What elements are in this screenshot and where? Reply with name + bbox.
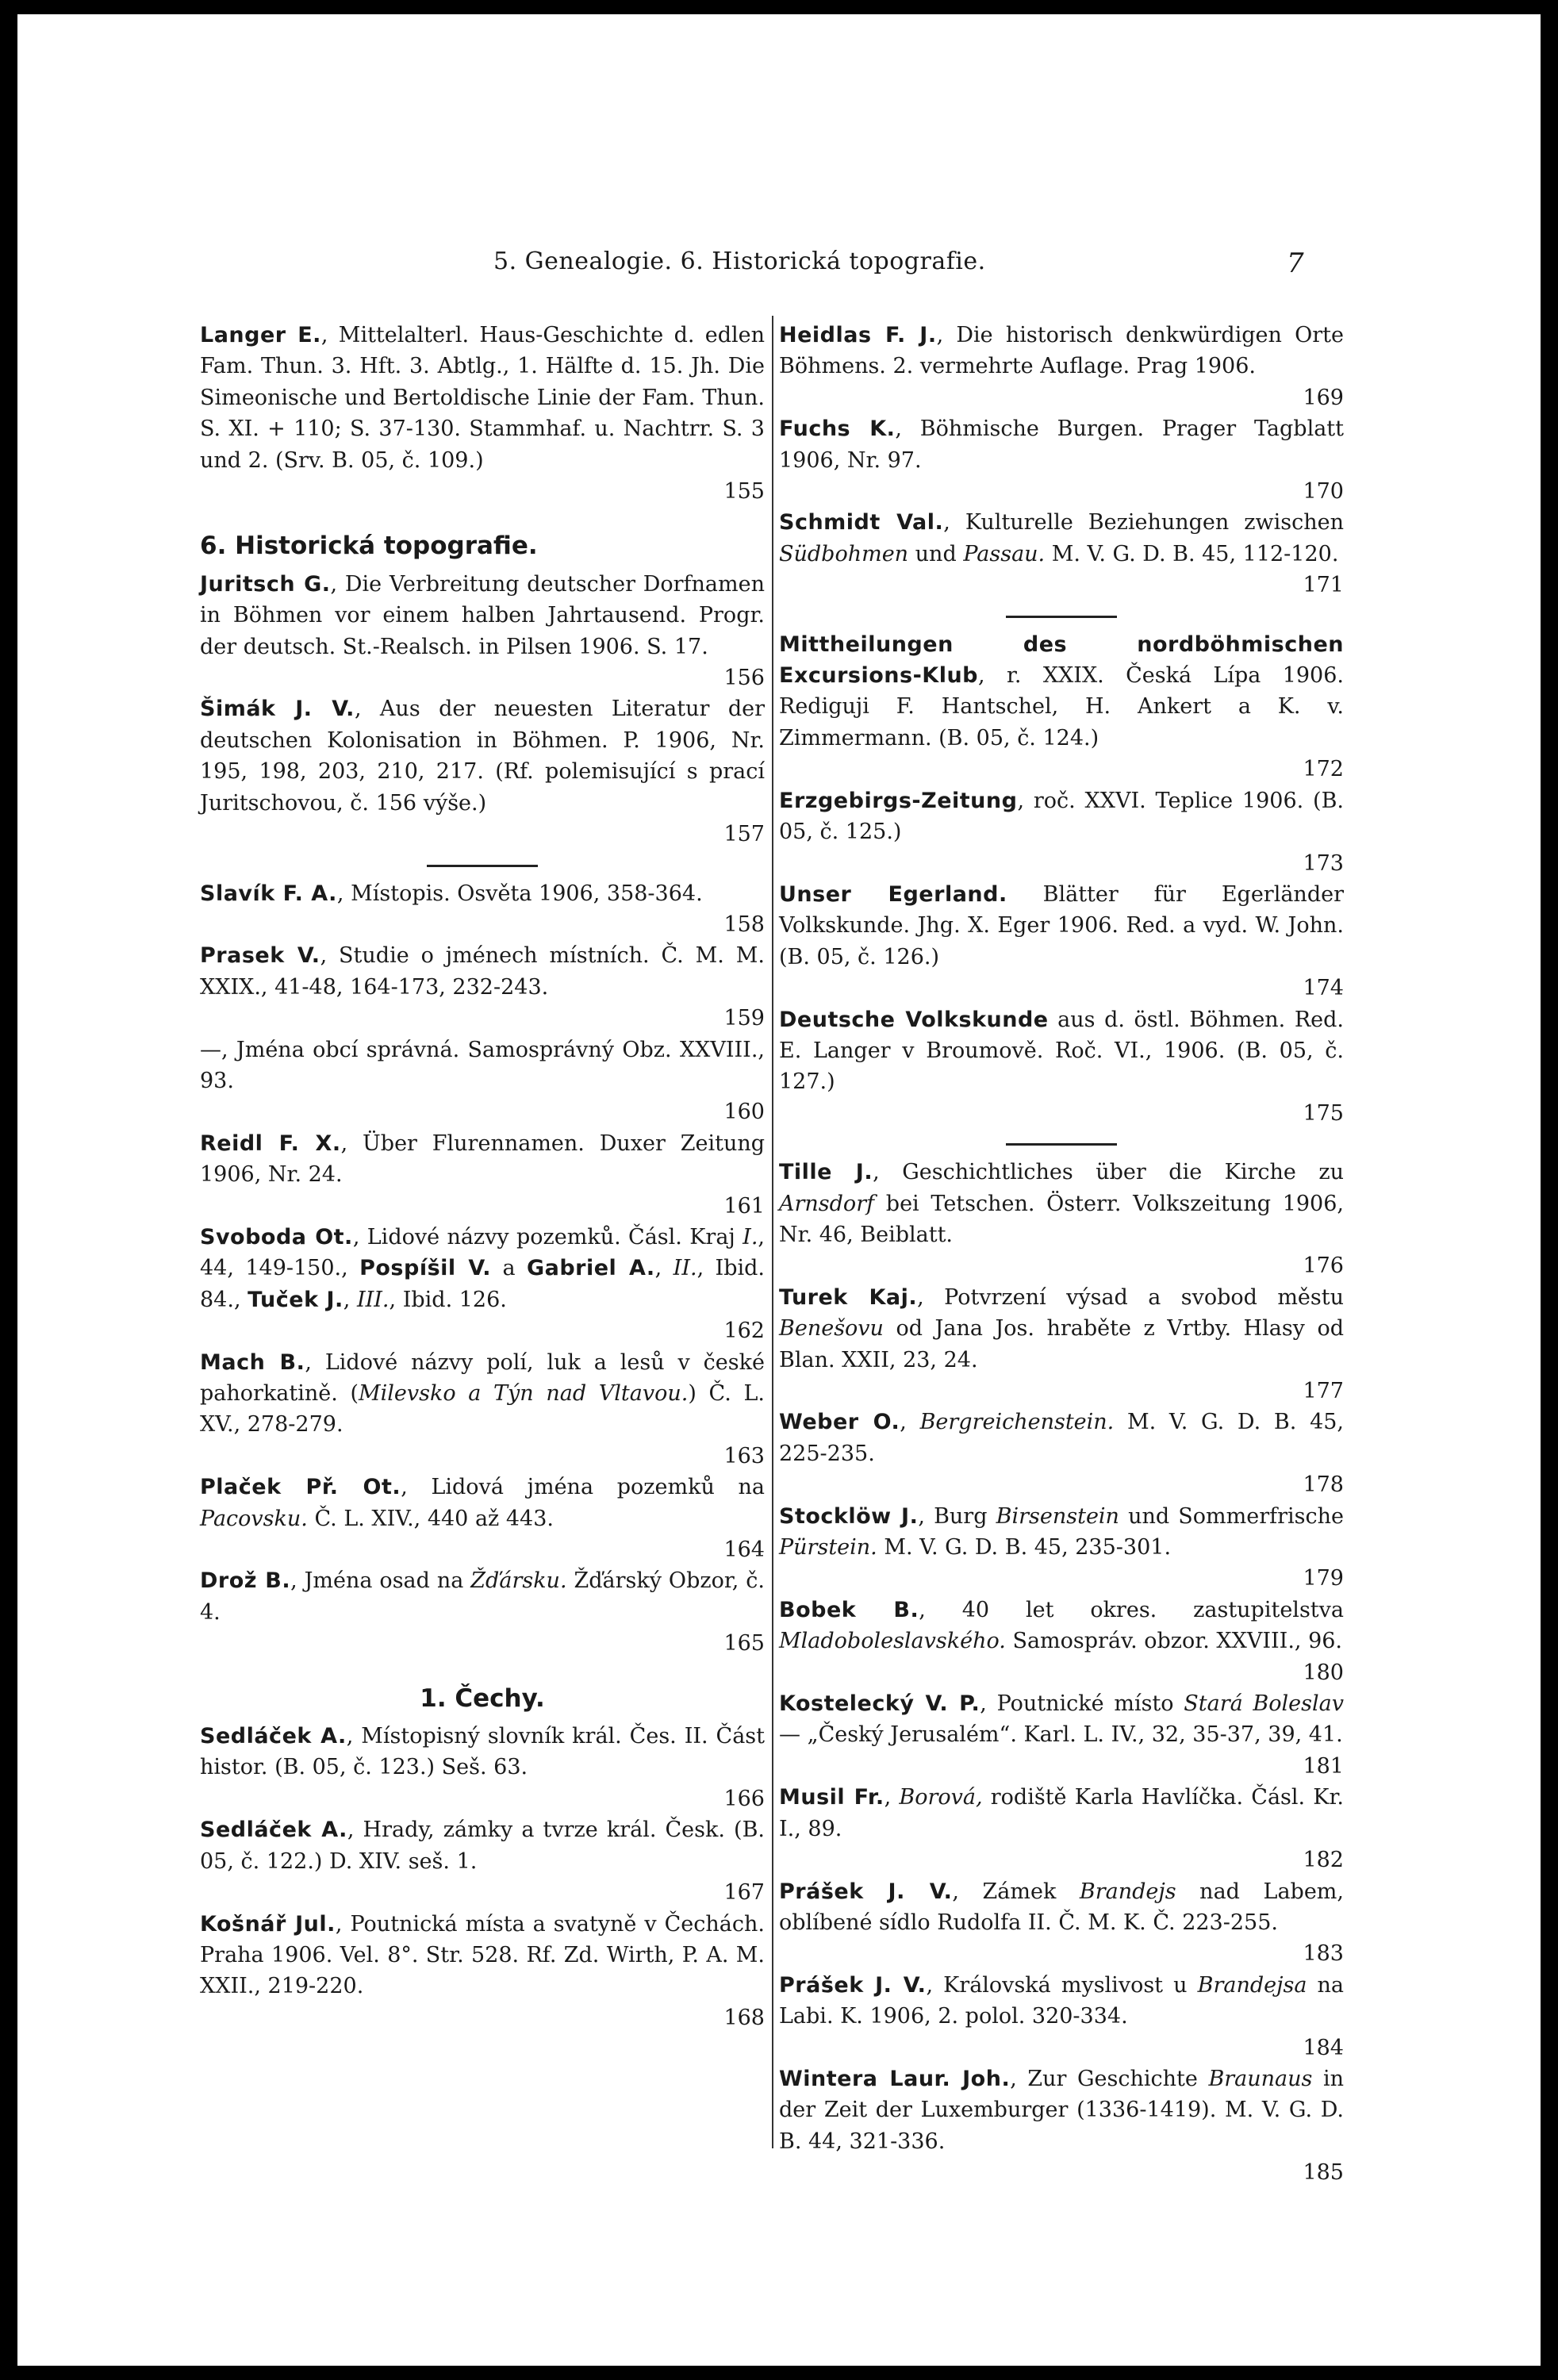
entry-number: 184 <box>1303 2035 1344 2060</box>
bib-entry <box>779 629 1344 785</box>
bib-entry <box>200 320 765 507</box>
entry-number: 179 <box>1303 1566 1344 1591</box>
bib-entry <box>200 940 765 1034</box>
entry-author: Tille J. <box>779 1160 873 1185</box>
entry-author: Heidlas F. J. <box>779 323 937 347</box>
bib-entry <box>779 1004 1344 1130</box>
entry-number: 158 <box>723 912 765 937</box>
entry-text: M. V. G. D. B. 45, 112-120. <box>1045 541 1339 566</box>
entry-number: 185 <box>1303 2160 1344 2186</box>
entry-author: Prasek V. <box>200 943 320 969</box>
entry-author: Reidl F. X. <box>200 1130 341 1156</box>
entry-number: 183 <box>1303 1941 1344 1967</box>
bib-entry <box>200 1128 765 1222</box>
entry-text: rodiště Karla Havlíčka. Čásl. Kr. I., 89. <box>779 1785 1344 1841</box>
entry-text: bei Tetschen. Österr. Volkszeitung 1906, Nr. 46, Beiblatt. <box>779 1191 1344 1247</box>
entry-text: , Zámek <box>952 1879 1080 1904</box>
entry-number: 171 <box>1303 573 1344 598</box>
entry-author: Pospíšil V. <box>359 1256 492 1281</box>
entry-number: 163 <box>723 1443 765 1468</box>
entry-text: , Studie o jménech místních. Č. M. M. XXIX., 41-48, 164-173, 232-243. <box>200 943 765 1000</box>
entry-author: Fuchs K. <box>779 416 896 442</box>
entry-text: a <box>491 1256 527 1281</box>
entry-number: 175 <box>1303 1100 1344 1126</box>
entry-italic: Arnsdorf <box>779 1191 875 1216</box>
entry-italic: Borová, <box>899 1785 983 1810</box>
entry-text: od Jana Jos. hraběte z Vrtby. Hlasy od Blan. XXII, 23, 24. <box>779 1316 1344 1372</box>
entry-text: ) Č. L. XV., 278-279. <box>200 1381 765 1438</box>
entry-text: , 44, 149-150., <box>200 1224 765 1281</box>
entry-italic: Pacovsku. <box>200 1506 308 1531</box>
entry-author: Bobek B. <box>779 1597 919 1622</box>
entry-number: 180 <box>1303 1660 1344 1685</box>
entry-text: , Hrady, zámky a tvrze král. Česk. (B. 05, č. 122.) D. XIV. seš. 1. <box>200 1818 765 1874</box>
page-number: 7 <box>1287 248 1304 279</box>
entry-number: 164 <box>723 1537 765 1563</box>
entry-text: , Ibid. 126. <box>389 1287 507 1312</box>
entry-italic: Milevsko a Týn nad Vltavou. <box>359 1381 689 1406</box>
entry-text: und <box>908 541 964 566</box>
entry-text: , Potvrzení výsad a svobod městu <box>917 1284 1344 1310</box>
entry-author: Drož B. <box>200 1568 291 1594</box>
entry-author: Turek Kaj. <box>779 1284 918 1310</box>
entry-text: , Lidové názvy polí, luk a lesů v české pahorkatině. ( <box>200 1349 765 1406</box>
entry-author: Plaček Př. Ot. <box>200 1475 401 1500</box>
entry-author: Juritsch G. <box>200 571 331 597</box>
entry-italic: III. <box>356 1287 390 1312</box>
entry-author: Sedláček A. <box>200 1724 347 1749</box>
entry-text: , roč. XXVI. Teplice 1906. (B. 05, č. 125.) <box>779 788 1344 845</box>
entry-number: 182 <box>1303 1848 1344 1873</box>
entry-author: Šimák J. V. <box>200 697 355 722</box>
entry-italic: Brandejs <box>1079 1879 1176 1904</box>
bib-entry <box>200 1909 765 2034</box>
entry-text: , <box>900 1410 920 1435</box>
entry-text: , Lidové názvy pozemků. Čásl. Kraj <box>352 1224 743 1250</box>
entry-number: 170 <box>1303 479 1344 505</box>
entry-italic: II. <box>673 1256 697 1281</box>
entry-text: Blätter für Egerländer Volkskunde. Jhg. X. Eger 1906. Red. a vyd. W. John. (B. 05, č. 126.) <box>779 881 1344 969</box>
book-page <box>17 14 1541 2366</box>
entry-number: 176 <box>1303 1253 1344 1279</box>
entry-number: 165 <box>723 1631 765 1656</box>
entry-italic: Südbohmen <box>779 541 909 566</box>
separator-rule <box>427 865 538 867</box>
entry-text: , Zur Geschichte <box>1010 2066 1209 2091</box>
entry-text: , <box>884 1785 900 1810</box>
entry-author: Tuček J. <box>248 1287 343 1312</box>
entry-text: na Labi. K. 1906, 2. polol. 320-334. <box>779 1972 1345 2029</box>
entry-number: 156 <box>723 666 765 691</box>
entry-number: 161 <box>723 1193 765 1219</box>
entry-number: 166 <box>723 1786 765 1811</box>
entry-author: Schmidt Val. <box>779 510 944 536</box>
entry-text: , Poutnické místo <box>980 1691 1184 1717</box>
bib-entry <box>779 1970 1344 2063</box>
bib-entry <box>779 785 1344 879</box>
bib-entry <box>779 1688 1344 1782</box>
entry-text: aus d. östl. Böhmen. Red. E. Langer v Broumově. Roč. VI., 1906. (B. 05, č. 127.) <box>779 1007 1344 1095</box>
entry-italic: Benešovu <box>779 1316 884 1342</box>
entry-italic: Žďársku. <box>470 1568 567 1594</box>
entry-italic: Passau. <box>963 541 1046 566</box>
bib-entry <box>779 1782 1344 1875</box>
entry-text: , Ibid. 84., <box>200 1256 766 1312</box>
entry-text: M. V. G. D. B. 45, 235-301. <box>877 1535 1172 1560</box>
entry-number: 162 <box>723 1319 765 1344</box>
entry-author: Mach B. <box>200 1349 305 1375</box>
bib-entry <box>779 413 1344 507</box>
entry-number: 169 <box>1303 385 1344 410</box>
entry-text: , Burg <box>918 1503 996 1529</box>
entry-text: , r. XXIX. Česká Lípa 1906. Rediguji F. Hantschel, H. Ankert a K. v. Zimmermann. (B. 05, č. 124.) <box>779 663 1344 750</box>
entry-italic: Braunaus <box>1208 2066 1313 2091</box>
entry-author: Sedláček A. <box>200 1818 347 1843</box>
entry-text: und Sommerfrische <box>1119 1503 1344 1529</box>
separator-rule <box>1006 616 1117 618</box>
entry-number: 181 <box>1303 1753 1344 1779</box>
entry-italic: Brandejsa <box>1197 1972 1307 1998</box>
entry-author: Prášek J. V. <box>779 1972 927 1998</box>
bib-entry <box>200 1035 765 1128</box>
entry-author: Prášek J. V. <box>779 1879 953 1904</box>
bib-entry <box>200 1347 765 1472</box>
entry-author: Langer E. <box>200 323 321 347</box>
entry-author: Košnář Jul. <box>200 1911 336 1937</box>
entry-italic: Stará Boleslav <box>1184 1691 1344 1717</box>
entry-italic: Mladoboleslavského. <box>779 1629 1006 1654</box>
entry-text: , Lidová jména pozemků na <box>401 1475 766 1500</box>
entry-author: Wintera Laur. Joh. <box>779 2066 1011 2091</box>
entry-text: , Böhmische Burgen. Prager Tagblatt 1906, Nr. 97. <box>779 416 1344 473</box>
entry-italic: Birsenstein <box>996 1503 1119 1529</box>
entry-number: 155 <box>723 479 765 505</box>
entry-text: M. V. G. D. B. 45, 225-235. <box>779 1410 1345 1466</box>
bib-entry <box>779 1501 1344 1595</box>
column-divider <box>772 316 773 2148</box>
entry-text: , Místopis. Osvěta 1906, 358-364. <box>336 881 703 906</box>
entry-italic: Bergreichenstein. <box>919 1410 1115 1435</box>
entry-text: , Die historisch denkwürdigen Orte Böhmens. 2. vermehrte Auflage. Prag 1906. <box>779 323 1344 379</box>
entry-number: 159 <box>723 1006 765 1031</box>
entry-author: Erzgebirgs-Zeitung <box>779 788 1018 813</box>
entry-author: Musil Fr. <box>779 1785 885 1810</box>
bib-entry <box>200 1472 765 1565</box>
entry-author: Deutsche Volkskunde <box>779 1007 1049 1032</box>
section-heading: 6. Historická topografie. <box>200 532 538 561</box>
entry-text: , Místopisný slovník král. Čes. II. Část histor. (B. 05, č. 123.) Seš. 63. <box>200 1724 765 1780</box>
separator-rule <box>1006 1143 1117 1146</box>
entry-text: Samospráv. obzor. XXVIII., 96. <box>1005 1629 1343 1654</box>
entry-text: , Kulturelle Beziehungen zwischen <box>943 510 1344 536</box>
entry-text: , <box>654 1256 673 1281</box>
entry-italic: I. <box>743 1224 758 1250</box>
entry-author: Gabriel A. <box>526 1256 655 1281</box>
entry-italic: Pürstein. <box>779 1535 877 1560</box>
entry-number: 168 <box>723 2005 765 2030</box>
entry-text: , Poutnická místa a svatyně v Čechách. Praha 1906. Vel. 8°. Str. 528. Rf. Zd. Wirth, P. A. M. XXII., 219-220. <box>200 1911 765 1999</box>
bib-entry <box>779 2063 1344 2189</box>
bib-entry <box>779 1157 1344 1282</box>
entry-author: Unser Egerland. <box>779 881 1007 907</box>
entry-text: —, Jména obcí správná. Samosprávný Obz. XXVIII., 93. <box>200 1037 765 1093</box>
entry-text: , 40 let okres. zastupitelstva <box>919 1597 1344 1622</box>
entry-number: 157 <box>723 822 765 847</box>
entry-text: Žďárský Obzor, č. 4. <box>200 1568 765 1625</box>
bib-entry <box>779 1282 1344 1407</box>
bib-entry <box>200 1222 765 1347</box>
right-column <box>779 320 1344 2189</box>
bib-entry <box>200 1814 765 1908</box>
entry-author: Slavík F. A. <box>200 881 337 906</box>
running-head: 5. Genealogie. 6. Historická topografie. <box>493 248 986 275</box>
entry-text: , Geschichtliches über die Kirche zu <box>873 1160 1345 1185</box>
entry-text: in der Zeit der Luxemburger (1336-1419). M. V. G. D. B. 44, 321-336. <box>779 2066 1344 2154</box>
entry-number: 160 <box>723 1100 765 1125</box>
bib-entry <box>779 507 1344 601</box>
entry-text: nad Labem, oblíbené sídlo Rudolfa II. Č. M. K. Č. 223-255. <box>779 1879 1344 1935</box>
bib-entry <box>200 1721 765 1814</box>
bib-entry <box>200 569 765 694</box>
entry-number: 167 <box>723 1880 765 1906</box>
entry-number: 174 <box>1303 976 1344 1001</box>
bib-entry <box>779 1407 1344 1500</box>
entry-author: Kostelecký V. P. <box>779 1691 980 1717</box>
subsection-heading: 1. Čechy. <box>420 1683 545 1713</box>
entry-number: 173 <box>1303 850 1344 876</box>
entry-author: Svoboda Ot. <box>200 1224 353 1250</box>
entry-text: , Über Flurennamen. Duxer Zeitung 1906, Nr. 24. <box>200 1130 766 1188</box>
entry-author: Weber O. <box>779 1410 900 1435</box>
entry-text: , Die Verbreitung deutscher Dorfnamen in Böhmen vor einem halben Jahrtausend. Progr. der deutsch. St.-Realsch. in Pilsen 1906. S. 17. <box>200 571 765 659</box>
entry-text: Č. L. XIV., 440 až 443. <box>307 1506 554 1531</box>
entry-text: , Aus der neuesten Literatur der deutschen Kolonisation in Böhmen. P. 1906, Nr. 195, 198, 203, 210, 217. (Rf. polemisující s prací Juritschovou, č. 156 výše.) <box>200 697 765 816</box>
bib-entry <box>200 693 765 850</box>
entry-number: 178 <box>1303 1472 1344 1498</box>
bib-entry <box>200 1565 765 1659</box>
bib-entry <box>779 879 1344 1004</box>
entry-text: , Mittelalterl. Haus-Geschichte d. edlen Fam. Thun. 3. Hft. 3. Abtlg., 1. Hälfte d. 15. Jh. Die Simeonische und Bertoldische Linie der Fam. Thun. S. XI. + 110; S. 37-130. Stammhaf. u. Nachtrr. S. 3 und 2. (Srv. B. 05, č. 109.) <box>200 323 765 473</box>
entry-author: Mittheilungen des nordböhmischen Excursions-Klub <box>779 631 1344 689</box>
entry-text: , Královská myslivost u <box>926 1972 1198 1998</box>
entry-text: — „Český Jerusalém“. Karl. L. IV., 32, 35-37, 39, 41. <box>779 1722 1343 1748</box>
page-header <box>17 248 1541 287</box>
entry-number: 177 <box>1303 1379 1344 1403</box>
entry-number: 172 <box>1303 757 1344 782</box>
entry-text: , <box>343 1287 357 1312</box>
entry-text: , Jména osad na <box>290 1568 471 1594</box>
bib-entry <box>779 320 1344 413</box>
bib-entry <box>779 1876 1344 1970</box>
bib-entry <box>779 1595 1344 1688</box>
bib-entry <box>200 878 765 941</box>
entry-author: Stocklöw J. <box>779 1503 919 1529</box>
left-column <box>200 320 765 2033</box>
